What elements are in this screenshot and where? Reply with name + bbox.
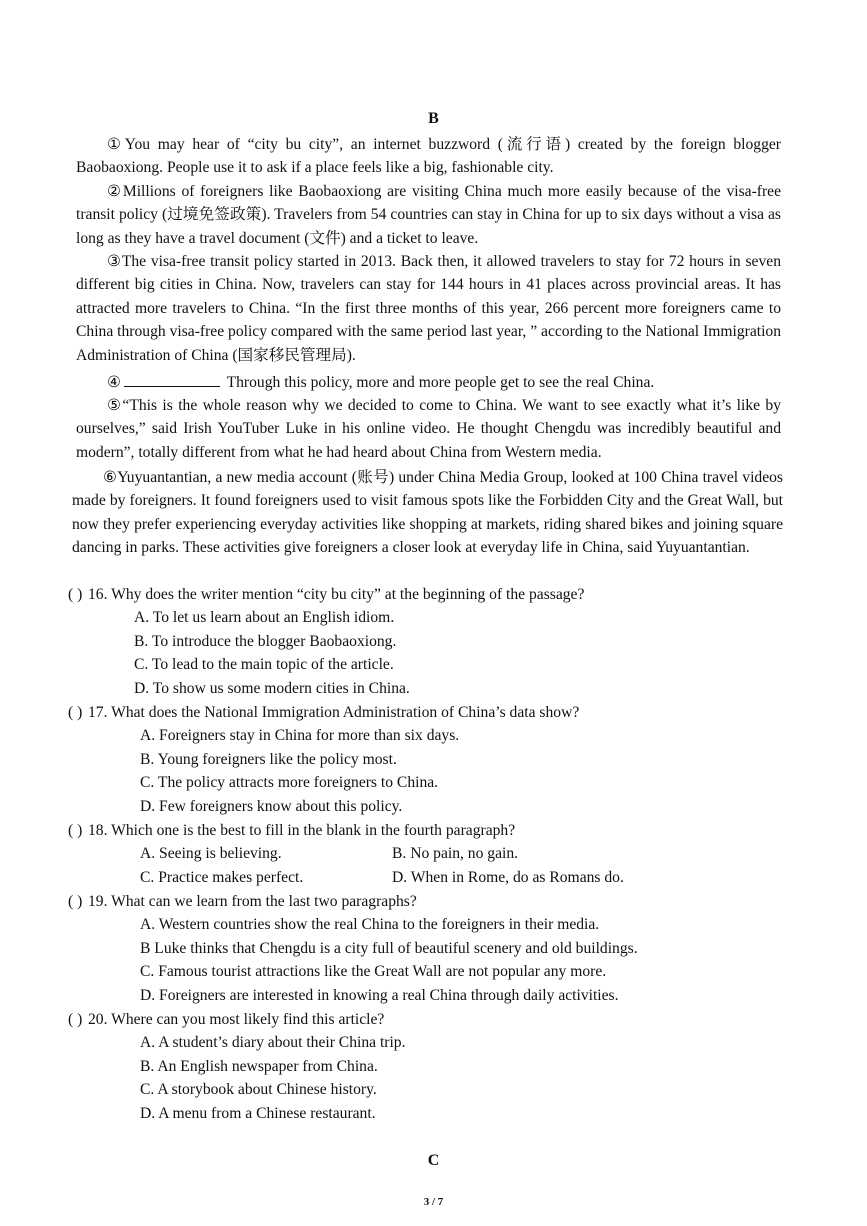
question-19 [68, 890, 788, 913]
question-18-option-b: B. No pain, no gain. [392, 845, 519, 862]
question-20-option-c: C. A storybook about Chinese history. [140, 1081, 377, 1098]
question-20 [68, 1008, 788, 1031]
question-stem: 18. Which one is the best to fill in the blank in the fourth paragraph? [88, 822, 516, 839]
question-19-option-c: C. Famous tourist attractions like the Great Wall are not popular any more. [140, 963, 607, 980]
fill-in-blank [124, 372, 220, 387]
question-stem: 17. What does the National Immigration Administration of China’s data show? [88, 704, 580, 721]
question-stem: 16. Why does the writer mention “city bu city” at the beginning of the passage? [88, 586, 585, 603]
question-16-option-b: B. To introduce the blogger Baobaoxiong. [134, 633, 397, 650]
question-20-option-d: D. A menu from a Chinese restaurant. [140, 1105, 376, 1122]
paragraph-3: ③The visa-free transit policy started in 2013. Back then, it allowed travelers to stay for 72 hours in seven different big cities in China. Now, travelers can stay for 144 hours in 41 places across provincial areas. It has attracted more travelers to China. “In the first three months of this year, 266 percent more foreigners came to China through visa-free policy compared with the same period last year, ” according to the National Immigration Administration of China (国家移民管理局). [76, 253, 781, 364]
question-18-option-c: C. Practice makes perfect. [140, 869, 304, 886]
question-19-option-d: D. Foreigners are interested in knowing a real China through daily activities. [140, 987, 619, 1004]
question-18-option-a: A. Seeing is believing. [140, 845, 282, 862]
question-16-option-d: D. To show us some modern cities in China. [134, 680, 410, 697]
page-number: 3 / 7 [423, 1196, 444, 1208]
paragraph-4 [76, 371, 781, 394]
question-17-option-b: B. Young foreigners like the policy most. [140, 751, 397, 768]
answer-paren[interactable]: ( ) [68, 586, 83, 603]
question-stem: 19. What can we learn from the last two paragraphs? [88, 893, 417, 910]
paragraph-1: ①You may hear of “city bu city”, an internet buzzword (流行语) created by the foreign blogger Baobaoxiong. People use it to ask if a place feels like a big, fashionable city. [76, 136, 781, 177]
section-c-title: C [427, 1152, 440, 1169]
paragraph-2: ②Millions of foreigners like Baobaoxiong are visiting China much more easily because of the visa-free transit policy (过境免签政策). Travelers from 54 countries can stay in China for up to six days without a visa as long as they have a travel document (文件) and a ticket to leave. [76, 183, 781, 247]
question-19-option-a: A. Western countries show the real China to the foreigners in their media. [140, 916, 600, 933]
answer-paren[interactable]: ( ) [68, 704, 83, 721]
paragraph-4-text: Through this policy, more and more people get to see the real China. [226, 374, 655, 391]
answer-paren[interactable]: ( ) [68, 1011, 83, 1028]
question-17-option-a: A. Foreigners stay in China for more than six days. [140, 727, 460, 744]
paragraph-6: ⑥Yuyuantantian, a new media account (账号) under China Media Group, looked at 100 China travel videos made by foreigners. It found foreigners used to visit famous spots like the Forbidden City and the Great Wall, but now they prefer experiencing everyday activities like shopping at markets, riding shared bikes and joining square dancing in parks. These activities give foreigners a closer look at everyday life in China, said Yuyuantantian. [72, 469, 783, 557]
question-16 [68, 583, 788, 606]
question-17-option-c: C. The policy attracts more foreigners to China. [140, 774, 439, 791]
answer-paren[interactable]: ( ) [68, 822, 83, 839]
question-18-option-d: D. When in Rome, do as Romans do. [392, 869, 624, 886]
question-stem: 20. Where can you most likely find this article? [88, 1011, 385, 1028]
question-19-option-b: B Luke thinks that Chengdu is a city full of beautiful scenery and old buildings. [140, 940, 638, 957]
question-18 [68, 819, 788, 842]
paragraph-4-number: ④ [107, 374, 121, 391]
question-17-option-d: D. Few foreigners know about this policy. [140, 798, 403, 815]
question-20-option-a: A. A student’s diary about their China trip. [140, 1034, 406, 1051]
question-20-option-b: B. An English newspaper from China. [140, 1058, 378, 1075]
question-16-option-c: C. To lead to the main topic of the article. [134, 656, 394, 673]
section-b-title: B [428, 110, 439, 127]
answer-paren[interactable]: ( ) [68, 893, 83, 910]
question-16-option-a: A. To let us learn about an English idiom. [134, 609, 395, 626]
question-17 [68, 701, 788, 724]
paragraph-5: ⑤“This is the whole reason why we decided to come to China. We want to see exactly what it’s like by ourselves,” said Irish YouTuber Luke in his online video. He thought Chengdu was incredibly beautiful and modern”, totally different from what he had heard about China from Western media. [76, 397, 781, 461]
